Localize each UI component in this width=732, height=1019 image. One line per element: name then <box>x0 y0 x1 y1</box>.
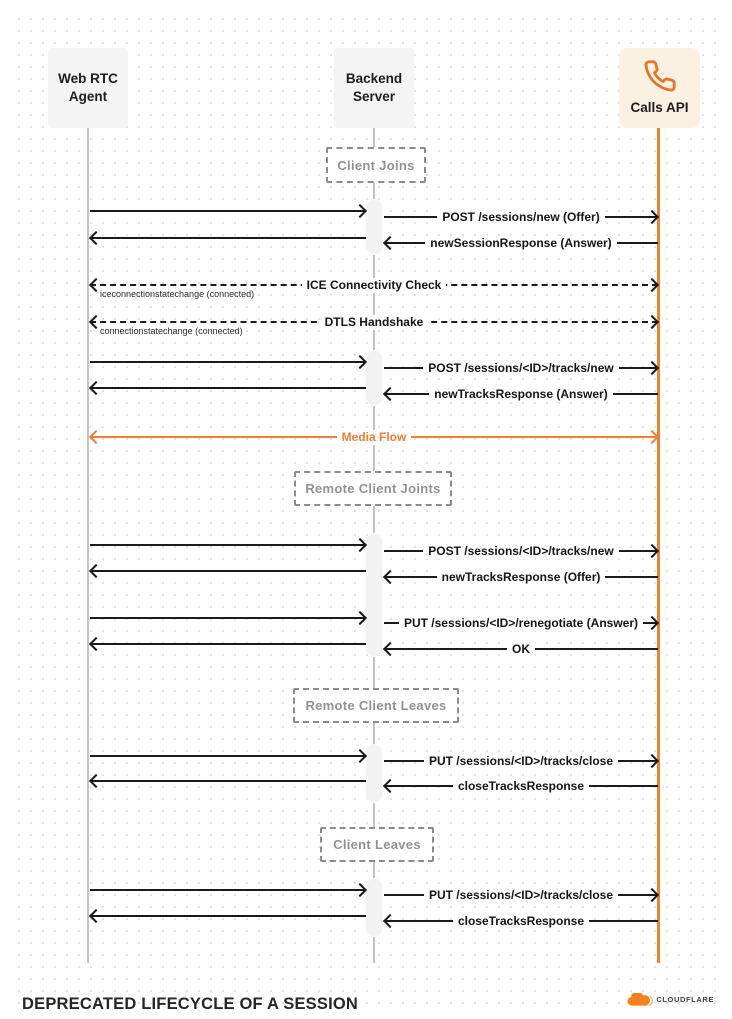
arrow-line <box>90 237 366 239</box>
arrowhead-left-icon <box>89 909 103 923</box>
arrow-line <box>90 210 366 212</box>
arrowhead-right-icon <box>353 611 367 625</box>
section-label: Remote Client Leaves <box>305 698 447 713</box>
arrowhead-left-icon <box>383 779 397 793</box>
section-label: Client Joins <box>337 157 415 173</box>
lifeline-webrtc-agent <box>87 128 89 963</box>
message-arrow <box>90 537 366 553</box>
message-arrow <box>384 235 658 251</box>
phone-icon <box>643 59 677 93</box>
message-arrow <box>90 230 366 246</box>
cloudflare-logo <box>627 993 714 1006</box>
message-arrow <box>90 380 366 396</box>
arrowhead-right-icon <box>353 204 367 218</box>
message-arrow <box>90 610 366 626</box>
arrow-line <box>90 755 366 757</box>
message-arrow <box>384 615 658 631</box>
message-label: PUT /sessions/<ID>/tracks/close <box>424 754 618 769</box>
arrowhead-right-icon <box>645 210 659 224</box>
participant-backend-server <box>334 48 414 128</box>
arrowhead-left-icon <box>383 642 397 656</box>
message-label: newSessionResponse (Answer) <box>425 236 616 251</box>
arrow-line <box>90 889 366 891</box>
arrowhead-right-icon <box>645 315 659 329</box>
arrow-line <box>90 780 366 782</box>
arrowhead-left-icon <box>89 637 103 651</box>
section-label: Client Leaves <box>333 837 421 852</box>
arrow-line <box>90 570 366 572</box>
section-remote-client-joints <box>294 471 452 506</box>
arrowhead-right-icon <box>645 361 659 375</box>
message-label: PUT /sessions/<ID>/renegotiate (Answer) <box>399 616 643 631</box>
participant-label: Calls API <box>630 99 689 115</box>
media-flow-arrow <box>90 429 658 445</box>
message-arrow <box>384 641 658 657</box>
message-arrow <box>384 386 658 402</box>
message-label: newTracksResponse (Answer) <box>429 387 612 402</box>
message-label: OK <box>507 642 535 657</box>
arrow-line <box>90 361 366 363</box>
arrowhead-right-icon <box>645 888 659 902</box>
message-arrow <box>90 354 366 370</box>
event-note: connectionstatechange (connected) <box>100 326 243 336</box>
arrowhead-left-icon <box>383 570 397 584</box>
message-label: newTracksResponse (Offer) <box>437 570 606 585</box>
activation-bar <box>366 879 382 936</box>
cloudflare-wordmark: CLOUDFLARE <box>656 995 714 1004</box>
message-arrow <box>384 360 658 376</box>
arrowhead-right-icon <box>353 749 367 763</box>
arrowhead-right-icon <box>645 544 659 558</box>
activation-bar <box>366 534 382 656</box>
message-arrow <box>384 209 658 225</box>
participant-calls-api <box>619 48 700 128</box>
message-arrow <box>90 636 366 652</box>
message-arrow <box>90 563 366 579</box>
message-arrow <box>90 882 366 898</box>
event-note: iceconnectionstatechange (connected) <box>100 289 255 299</box>
participant-label: Backend <box>345 70 403 86</box>
participant-label: Server <box>352 89 396 104</box>
message-label: PUT /sessions/<ID>/tracks/close <box>424 888 618 903</box>
arrowhead-right-icon <box>645 616 659 630</box>
message-arrow <box>384 543 658 559</box>
message-label: closeTracksResponse <box>453 914 589 929</box>
participant-webrtc-agent <box>48 48 128 128</box>
message-arrow <box>90 203 366 219</box>
arrowhead-left-icon <box>89 564 103 578</box>
participant-label: Agent <box>68 89 108 104</box>
section-remote-client-leaves <box>293 688 459 723</box>
message-label: POST /sessions/<ID>/tracks/new <box>423 361 618 376</box>
arrow-line <box>90 643 366 645</box>
message-arrow <box>384 887 658 903</box>
arrowhead-right-icon <box>645 278 659 292</box>
message-label: Media Flow <box>337 430 412 445</box>
arrowhead-left-icon <box>89 381 103 395</box>
activation-bar <box>366 745 382 802</box>
arrowhead-left-icon <box>383 236 397 250</box>
arrowhead-left-icon <box>89 231 103 245</box>
arrowhead-right-icon <box>645 754 659 768</box>
arrowhead-right-icon <box>353 355 367 369</box>
message-label: DTLS Handshake <box>320 315 429 330</box>
participant-label: Web RTC <box>58 70 118 86</box>
arrowhead-left-icon <box>89 430 103 444</box>
message-label: POST /sessions/<ID>/tracks/new <box>423 544 618 559</box>
arrowhead-right-icon <box>645 430 659 444</box>
message-label: POST /sessions/new (Offer) <box>437 210 604 225</box>
message-arrow <box>90 773 366 789</box>
arrowhead-right-icon <box>353 883 367 897</box>
message-arrow <box>90 908 366 924</box>
message-label: closeTracksResponse <box>453 779 589 794</box>
message-arrow <box>90 748 366 764</box>
arrow-line <box>90 617 366 619</box>
message-arrow <box>384 778 658 794</box>
arrowhead-left-icon <box>383 387 397 401</box>
arrow-line <box>90 387 366 389</box>
section-label: Remote Client Joints <box>305 481 441 496</box>
message-arrow <box>384 913 658 929</box>
diagram-title: DEPRECATED LIFECYCLE OF A SESSION <box>22 995 359 1013</box>
message-arrow <box>384 753 658 769</box>
arrowhead-left-icon <box>89 774 103 788</box>
arrowhead-right-icon <box>353 538 367 552</box>
activation-bar <box>366 200 382 254</box>
activation-bar <box>366 351 382 405</box>
section-client-leaves <box>320 827 434 862</box>
cloudflare-cloud-icon <box>627 993 653 1006</box>
arrow-line <box>90 544 366 546</box>
section-client-joins <box>326 147 426 183</box>
message-label: ICE Connectivity Check <box>302 278 447 293</box>
arrowhead-left-icon <box>383 914 397 928</box>
arrow-line <box>90 915 366 917</box>
message-arrow <box>384 569 658 585</box>
dotted-canvas <box>8 8 724 1011</box>
